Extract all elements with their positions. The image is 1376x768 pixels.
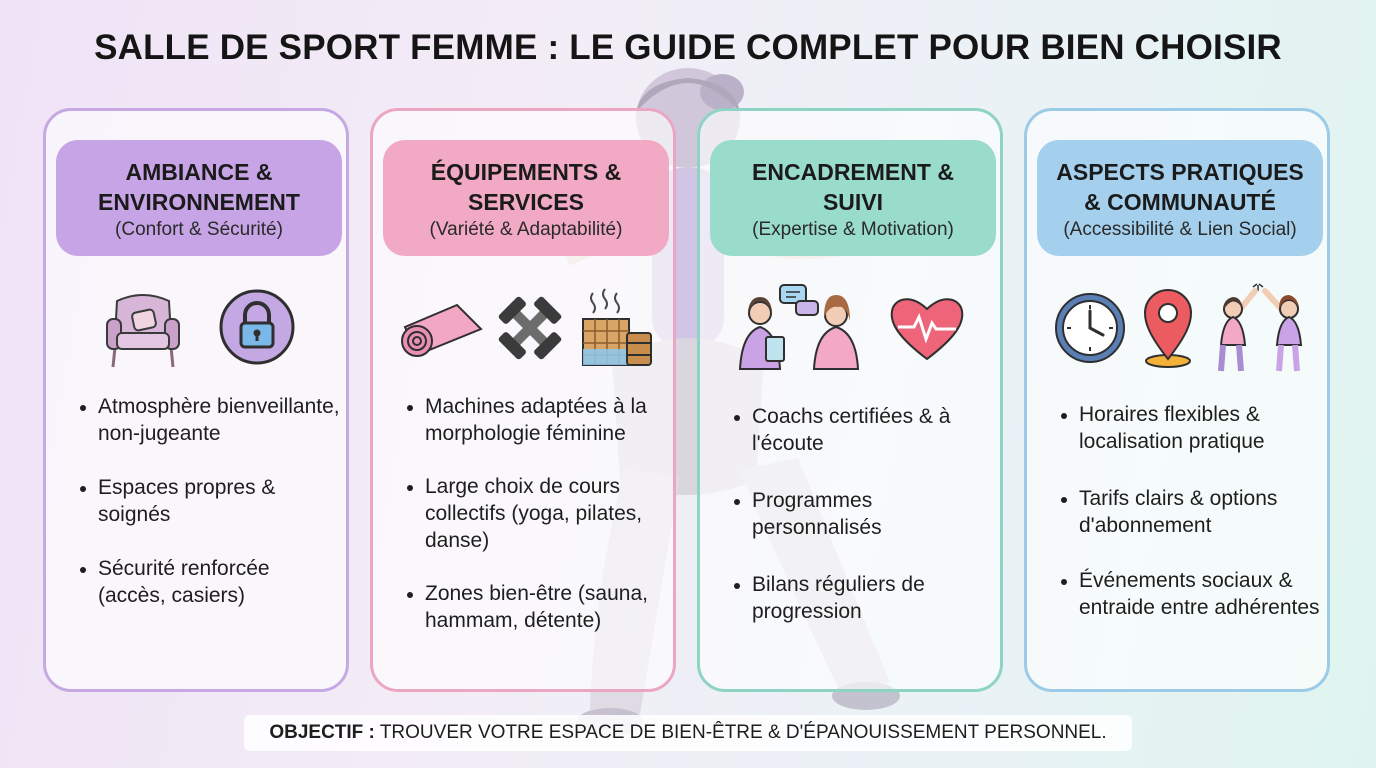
objective-label: OBJECTIF : (269, 722, 375, 743)
card-title-line: ENVIRONNEMENT (98, 189, 300, 215)
list-item: Espaces propres & soignés (78, 474, 340, 528)
card-header (1037, 140, 1323, 256)
list-item: Horaires flexibles & localisation pratique (1059, 401, 1321, 455)
list-item: Bilans réguliers de progression (732, 571, 994, 625)
objective-banner (244, 715, 1132, 751)
feature-list (1059, 401, 1321, 621)
feature-list (405, 393, 667, 634)
card-subtitle: (Confort & Sécurité) (115, 219, 283, 240)
card-title-line: SUIVI (822, 189, 884, 215)
card-equipements (370, 108, 676, 692)
page-title: SALLE DE SPORT FEMME : LE GUIDE COMPLET POUR BIEN CHOISIR (94, 28, 1282, 67)
feature-list (78, 393, 340, 609)
armchair-icon (101, 287, 185, 371)
card-subtitle: (Expertise & Motivation) (752, 219, 954, 240)
feature-list (732, 403, 994, 625)
card-title-line: & COMMUNAUTÉ (1084, 189, 1276, 215)
card-subtitle: (Accessibilité & Lien Social) (1063, 219, 1297, 240)
padlock-icon (217, 287, 297, 367)
objective-text: TROUVER VOTRE ESPACE DE BIEN-ÊTRE & D'ÉPANOUISSEMENT PERSONNEL. (379, 722, 1107, 743)
dumbbells-icon (497, 295, 563, 361)
list-item: Large choix de cours collectifs (yoga, pilates, danse) (405, 473, 667, 554)
card-header (56, 140, 342, 256)
list-item: Sécurité renforcée (accès, casiers) (78, 555, 340, 609)
list-item: Machines adaptées à la morphologie féminine (405, 393, 667, 447)
heartbeat-icon (888, 293, 966, 363)
card-header (383, 140, 669, 256)
list-item: Tarifs clairs & options d'abonnement (1059, 485, 1321, 539)
list-item: Coachs certifiées & à l'écoute (732, 403, 994, 457)
card-header (710, 140, 996, 256)
yoga-mat-icon (397, 297, 489, 363)
coach-conversation-icon (734, 283, 864, 373)
list-item: Atmosphère bienveillante, non-jugeante (78, 393, 340, 447)
card-title-line: ASPECTS PRATIQUES (1056, 159, 1304, 185)
list-item: Zones bien-être (sauna, hammam, détente) (405, 580, 667, 634)
card-ambiance (43, 108, 349, 692)
card-title-line: SERVICES (468, 189, 584, 215)
location-pin-icon (1141, 289, 1195, 369)
list-item: Programmes personnalisés (732, 487, 994, 541)
sauna-icon (579, 283, 655, 369)
card-aspects-pratiques (1024, 108, 1330, 692)
high-five-icon (1209, 283, 1313, 373)
clock-icon (1053, 291, 1127, 365)
card-title-line: AMBIANCE & (125, 159, 273, 185)
list-item: Événements sociaux & entraide entre adhérentes (1059, 567, 1321, 621)
card-title-line: ÉQUIPEMENTS & (430, 159, 622, 185)
card-subtitle: (Variété & Adaptabilité) (429, 219, 623, 240)
card-title-line: ENCADREMENT & (752, 159, 954, 185)
card-encadrement (697, 108, 1003, 692)
